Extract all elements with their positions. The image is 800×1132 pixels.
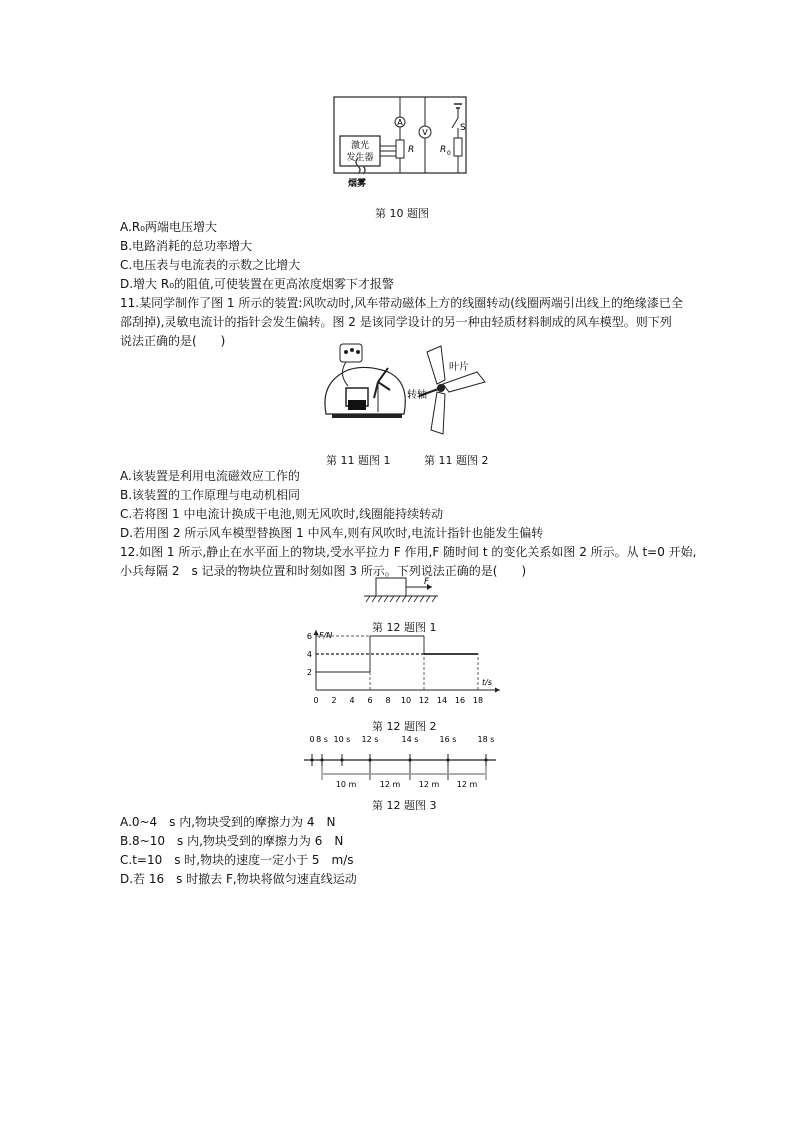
smoke-label: 烟雾 [348, 179, 367, 189]
timeline-time-label: 10 s [333, 735, 351, 744]
timeline-time-label: 12 s [361, 735, 379, 744]
q12-option-c: C.t=10 s 时,物块的速度一定小于 5 m/s [120, 853, 354, 867]
x-tick-label: 0 [313, 696, 319, 705]
block-icon [376, 578, 406, 596]
fig12-caption-2: 第 12 题图 2 [372, 720, 437, 733]
laser-label-1: 激光 [350, 141, 370, 151]
q11-option-c: C.若将图 1 中电流计换成干电池,则无风吹时,线圈能持续转动 [120, 507, 444, 521]
q11-stem-line2: 部刮掉),灵敏电流计的指针会发生偏转。图 2 是该同学设计的另一种由轻质材料制成的风车模型。则下列 [120, 315, 672, 329]
distance-label: 12 m [379, 780, 401, 789]
fig12-caption-3: 第 12 题图 3 [372, 799, 437, 812]
fig12-3-timeline [300, 728, 500, 792]
q10-option-c: C.电压表与电流表的示数之比增大 [120, 258, 301, 272]
fig10-caption: 第 10 题图 [375, 207, 429, 220]
y-axis-label: F/N [319, 631, 333, 640]
light-resistor-r [396, 140, 404, 158]
distance-label: 12 m [418, 780, 440, 789]
fig12-2-chart [296, 628, 506, 710]
position-dot [408, 758, 411, 761]
q12-option-d: D.若 16 s 时撤去 F,物块将做匀速直线运动 [120, 872, 357, 886]
fig12-1-block [362, 576, 442, 606]
q12-stem-line2: 小兵每隔 2 s 记录的物块位置和时刻如图 3 所示。下列说法正确的是( ) [120, 564, 527, 578]
distance-label: 10 m [335, 780, 357, 789]
timeline-time-label: 14 s [401, 735, 419, 744]
q11-option-b: B.该装置的工作原理与电动机相同 [120, 488, 301, 502]
fig11-2-windmill [405, 342, 495, 442]
x-tick-label: 12 [418, 696, 430, 705]
position-dot [446, 758, 449, 761]
timeline-time-label: 18 s [477, 735, 495, 744]
timeline-time-label: 16 s [439, 735, 457, 744]
position-dot [368, 758, 371, 761]
svg-text:0: 0 [447, 150, 451, 157]
svg-text:R: R [440, 145, 447, 155]
laser-label-2: 发生器 [346, 153, 374, 163]
q10-option-a: A.R₀两端电压增大 [120, 220, 217, 234]
x-tick-label: 6 [367, 696, 373, 705]
position-dot [484, 758, 487, 761]
q12-option-b: B.8~10 s 内,物块受到的摩擦力为 6 N [120, 834, 344, 848]
y-tick-label: 6 [306, 632, 312, 641]
x-tick-label: 2 [331, 696, 337, 705]
blade-bottom [431, 392, 445, 434]
fig10-circuit [330, 94, 470, 194]
blade-top [427, 346, 445, 384]
q12-option-a: A.0~4 s 内,物块受到的摩擦力为 4 N [120, 815, 336, 829]
distance-label: 12 m [456, 780, 478, 789]
svg-text:A: A [397, 118, 403, 127]
q12-stem-line1: 12.如图 1 所示,静止在水平面上的物块,受水平拉力 F 作用,F 随时间 t 的变化关系如图 2 所示。从 t=0 开始, [120, 545, 697, 559]
position-dot [310, 758, 313, 761]
timeline-time-label: 8 s [316, 735, 328, 744]
x-tick-label: 14 [436, 696, 448, 705]
timeline-time-label: 0 [309, 735, 315, 744]
y-tick-label: 4 [306, 650, 312, 659]
resistor-r0 [454, 138, 462, 156]
x-axis-label: t/s [482, 678, 492, 687]
svg-text:S: S [460, 123, 466, 133]
x-tick-label: 8 [385, 696, 391, 705]
fig12-caption-1: 第 12 题图 1 [372, 621, 437, 634]
q11-stem-line1: 11.某同学制作了图 1 所示的装置:风吹动时,风车带动磁体上方的线圈转动(线圈两端引出线上的绝缘漆已全 [120, 296, 683, 310]
q11-stem-line3: 说法正确的是( ) [120, 334, 226, 348]
svg-text:V: V [422, 128, 428, 137]
fig11-caption-2: 第 11 题图 2 [424, 454, 489, 467]
q11-option-a: A.该装置是利用电流磁效应工作的 [120, 469, 300, 483]
x-tick-label: 10 [400, 696, 412, 705]
svg-text:R: R [408, 145, 415, 155]
fig11-caption-1: 第 11 题图 1 [326, 454, 391, 467]
blade-label: 叶片 [449, 362, 469, 373]
q10-option-b: B.电路消耗的总功率增大 [120, 239, 253, 253]
position-dot [340, 758, 343, 761]
switch-s [452, 118, 458, 128]
q10-option-d: D.增大 R₀的阻值,可使装置在更高浓度烟雾下才报警 [120, 277, 394, 291]
blade-right [443, 372, 485, 392]
y-tick-label: 2 [306, 668, 312, 677]
axis-label: 转轴 [407, 390, 427, 401]
x-tick-label: 16 [454, 696, 466, 705]
x-tick-label: 18 [472, 696, 484, 705]
fig11-1-apparatus [318, 342, 413, 432]
x-tick-label: 4 [349, 696, 355, 705]
q11-option-d: D.若用图 2 所示风车模型替换图 1 中风车,则有风吹时,电流计指针也能发生偏转 [120, 526, 544, 540]
force-label: F [424, 577, 430, 587]
position-dot [320, 758, 323, 761]
